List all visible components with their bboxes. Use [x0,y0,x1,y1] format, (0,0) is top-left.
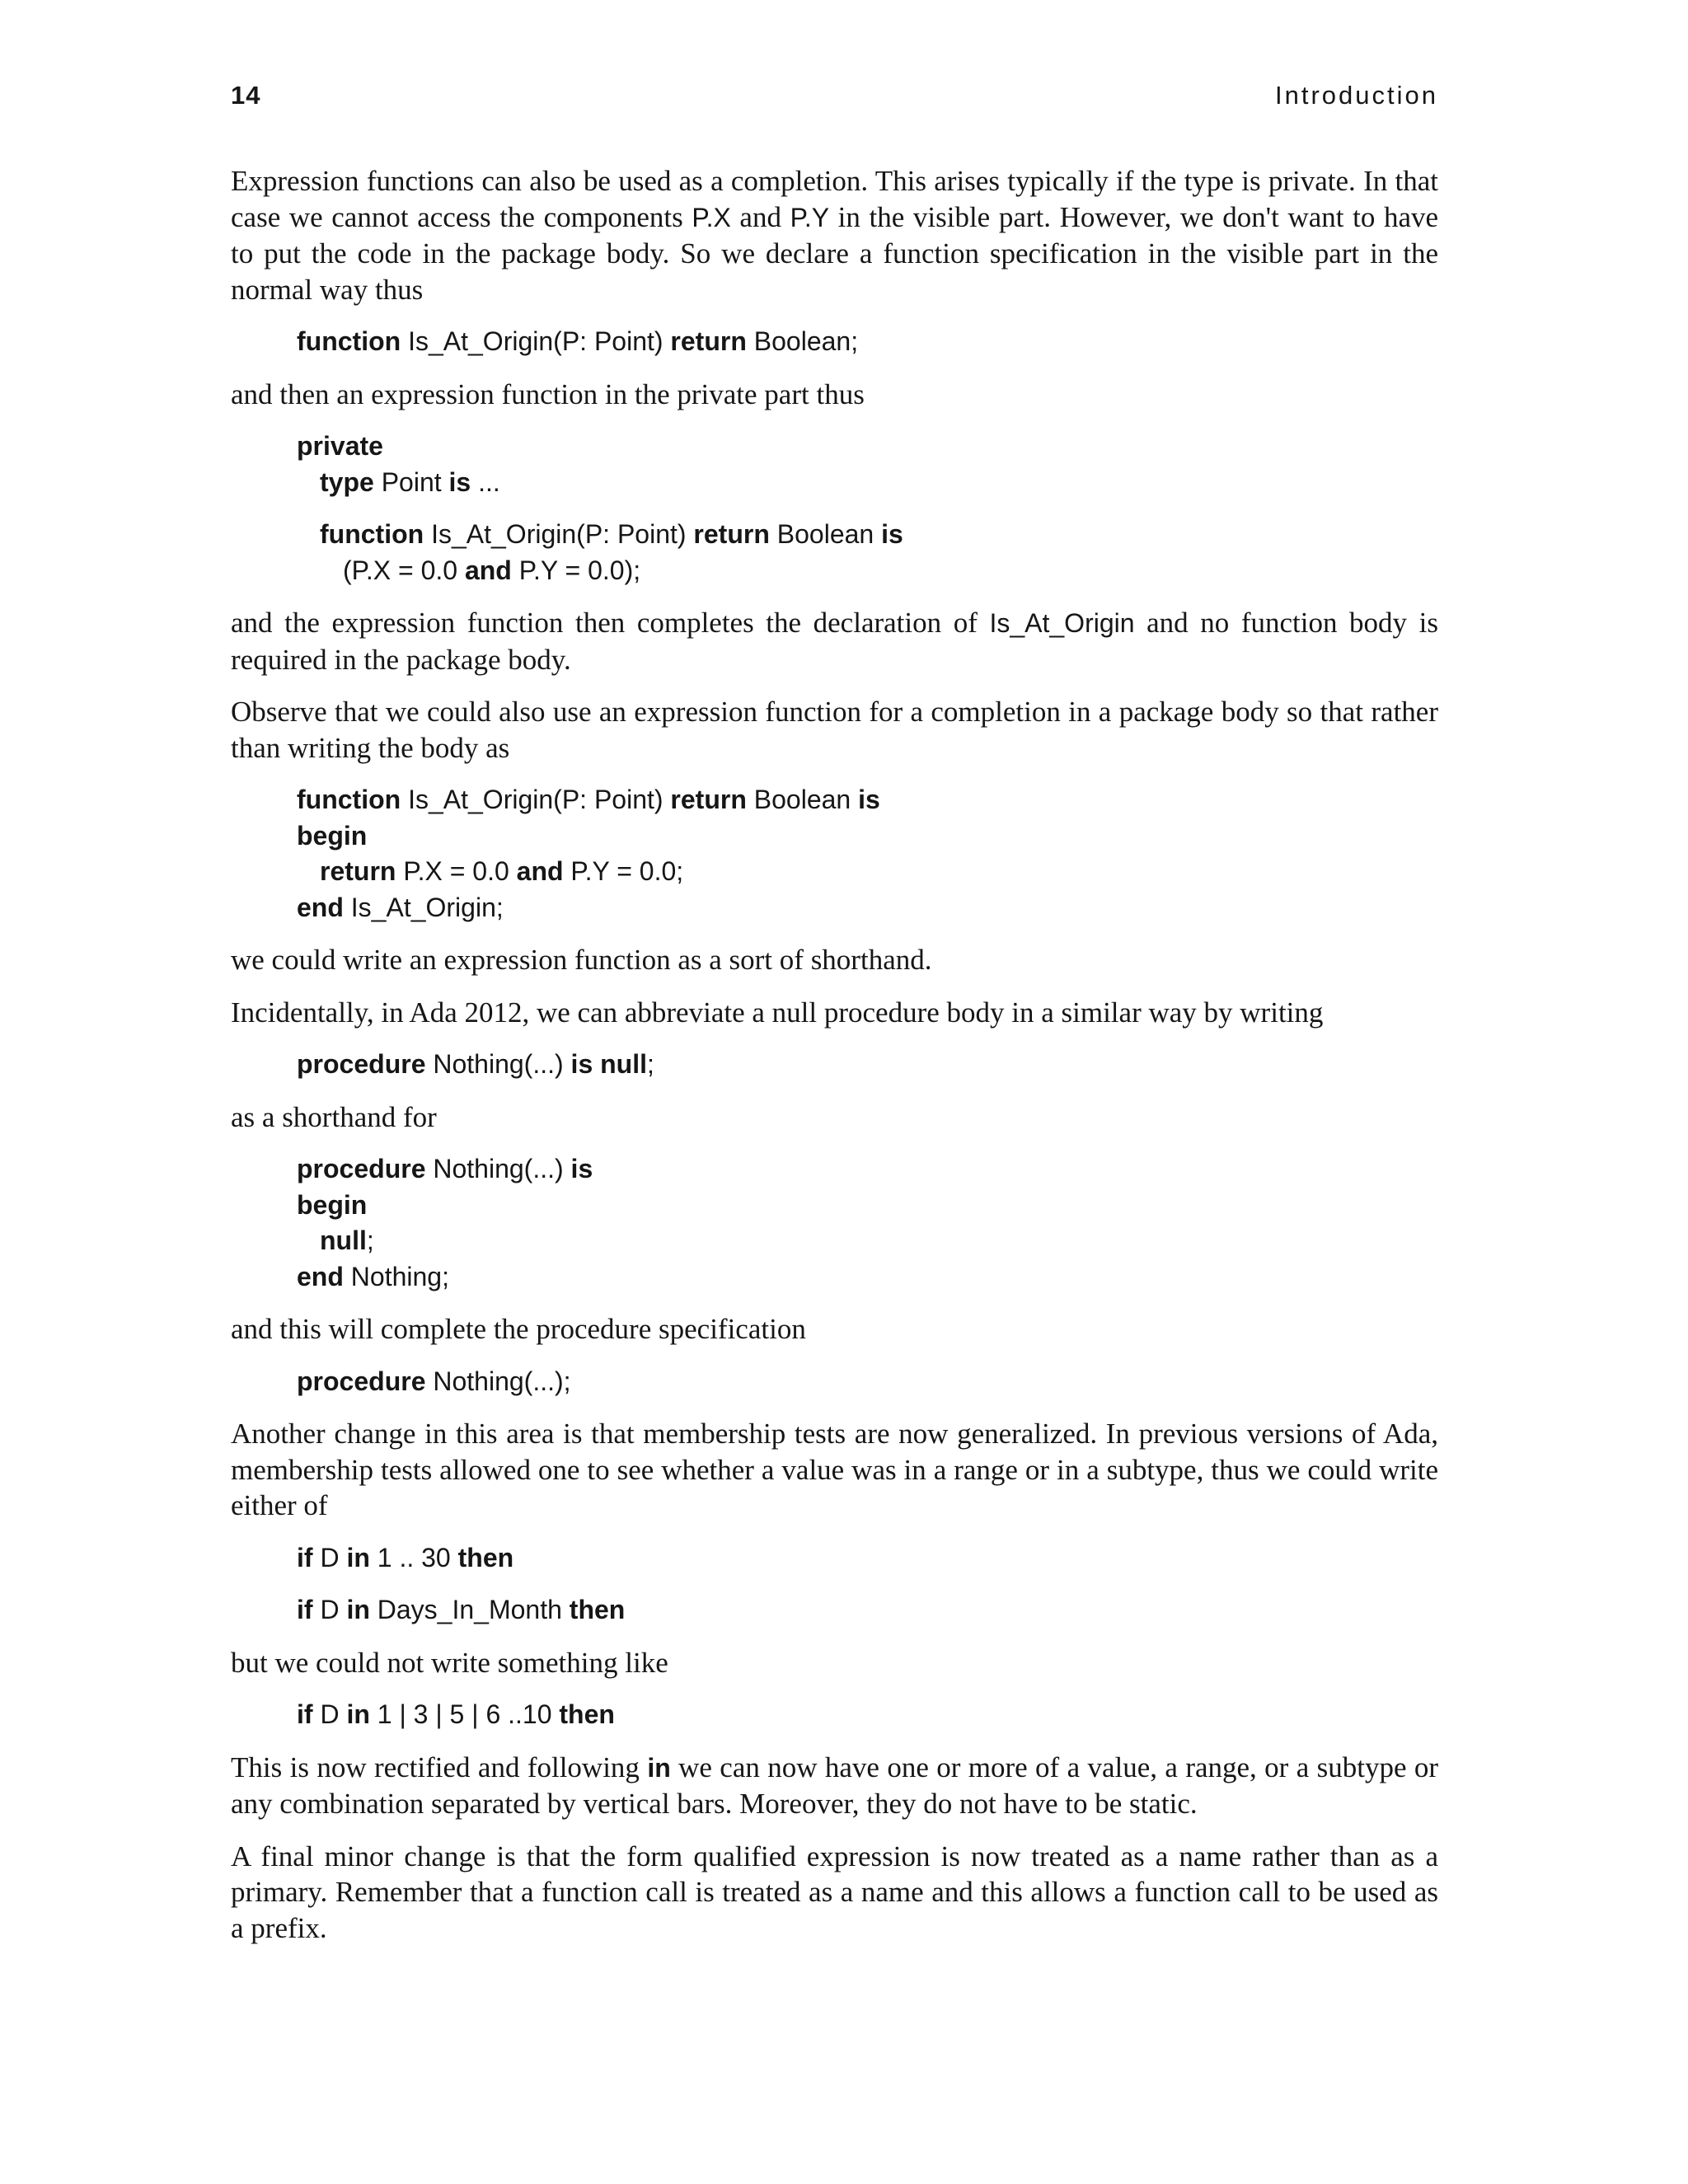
code-ref-is-at-origin: Is_At_Origin [989,608,1135,638]
paragraph-1: Expression functions can also be used as a completion. This arises typically if the type is private. In that case we cannot access the components P.X and P.Y in the visible part. However, we don't want to have to put the code in the package body. So we declare a function specification in the visible part in the normal way thus [231,165,1439,306]
code-block-9: if D in 1 | 3 | 5 | 6 ..10 then [297,1699,615,1729]
page-number: 14 [231,81,261,110]
code-block-2: private type Point is ... function Is_At_Origin(P: Point) return Boolean is (P.X = 0.0 and P.Y = 0.0); [297,431,903,585]
paragraph-10: but we could not write something like [231,1646,668,1679]
paragraph-4: Observe that we could also use an expression function for a completion in a package body so that rather than writing the body as [231,696,1438,764]
running-header-title: Introduction [1275,81,1438,110]
paragraph-6: Incidentally, in Ada 2012, we can abbreviate a null procedure body in a similar way by writing [231,996,1324,1029]
paragraph-5: we could write an expression function as a sort of shorthand. [231,944,932,976]
paragraph-2: and then an expression function in the private part thus [231,377,865,410]
code-block-5: procedure Nothing(...) is begin null; end Nothing; [297,1154,593,1291]
code-ref-py: P.Y [790,202,830,232]
code-block-3: function Is_At_Origin(P: Point) return Boolean is begin return P.X = 0.0 and P.Y = 0.0; end Is_At_Origin; [297,785,880,922]
page-body [231,163,1438,1962]
paragraph-9: Another change in this area is that membership tests are now generalized. In previous versions of Ada, membership tests allowed one to see whether a value was in a range or in a subtype, thus we could write either of [231,1418,1438,1521]
paragraph-8: and this will complete the procedure specification [231,1313,806,1345]
code-block-1: function Is_At_Origin(P: Point) return Boolean; [297,326,859,356]
code-block-4: procedure Nothing(...) is null; [297,1049,654,1079]
code-ref-in: in [647,1752,671,1783]
code-block-8: if D in Days_In_Month then [297,1595,626,1624]
code-ref-px: P.X [692,202,731,232]
code-block-7: if D in 1 .. 30 then [297,1542,514,1572]
paragraph-7: as a shorthand for [231,1100,437,1133]
code-block-6: procedure Nothing(...); [297,1366,571,1396]
paragraph-3: and the expression function then completes the declaration of Is_At_Origin and no function body is required in the package body. [231,607,1438,676]
paragraph-11: This is now rectified and following in we can now have one or more of a value, a range, or a subtype or any combination separated by vertical bars. Moreover, they do not have to be static. [231,1750,1439,1820]
paragraph-12: A final minor change is that the form qualified expression is now treated as a name rather than as a primary. Remember that a function call is treated as a name and this allows a function call to be used as a prefix. [231,1840,1438,1944]
